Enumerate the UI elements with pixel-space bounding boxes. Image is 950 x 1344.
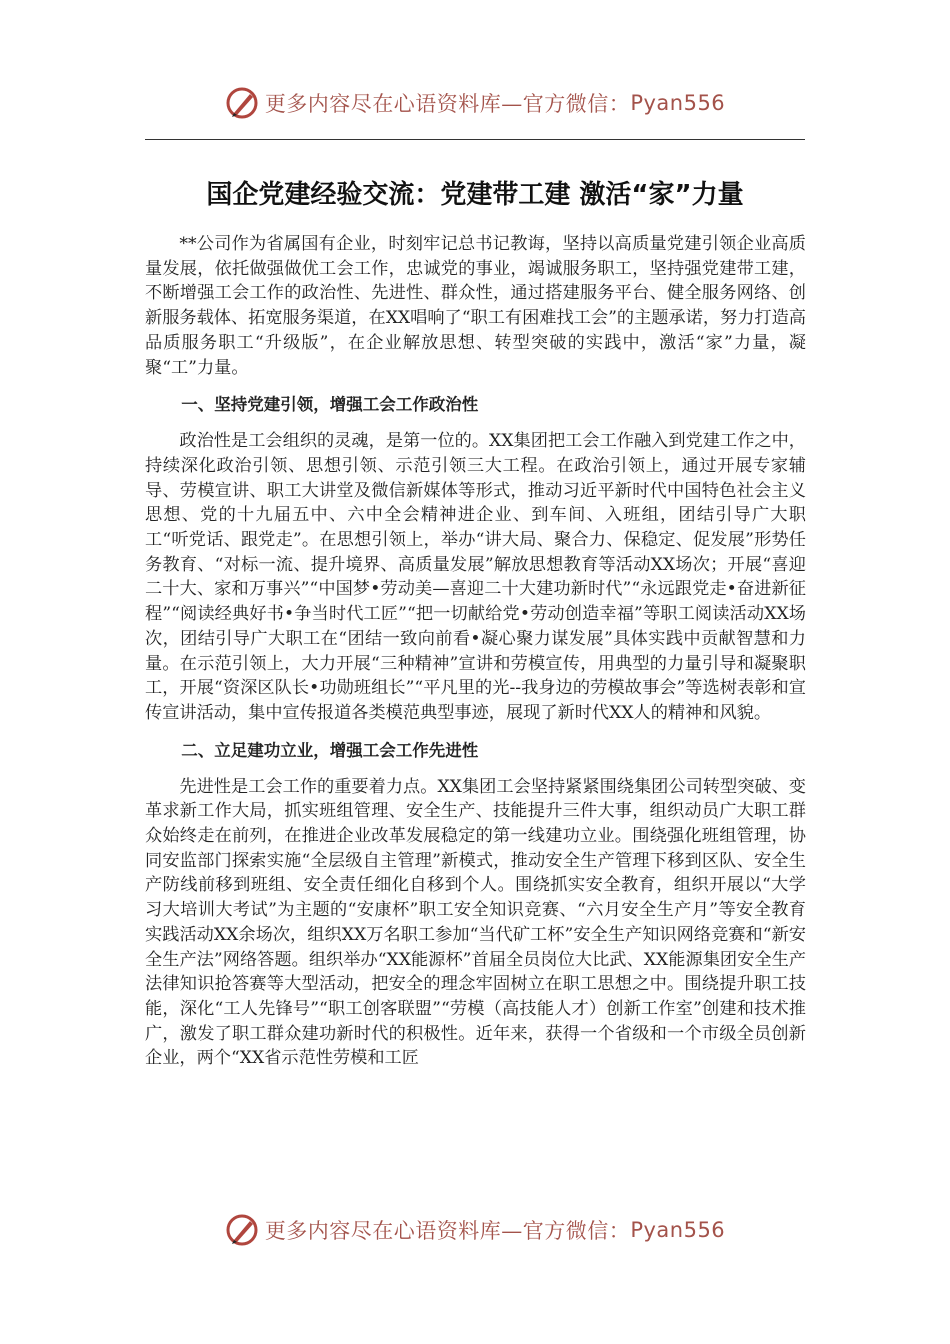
pen-logo-icon <box>225 1213 259 1247</box>
header-rule <box>145 139 805 140</box>
section-1-heading: 一、坚持党建引领，增强工会工作政治性 <box>181 395 479 415</box>
section-1-paragraph: 政治性是工会组织的灵魂，是第一位的。XX集团把工会工作融入到党建工作之中，持续深化政治引领、思想引领、示范引领三大工程。在政治引领上，通过开展专家辅导、劳模宣讲、职工大讲堂及微信新媒体等形式，推动习近平新时代中国特色社会主义思想、党的十九届五中、六中全会精神进企业、到车间、入班组，团结引导广大职工“听党话、跟党走”。在思想引领上，举办“讲大局、聚合力、保稳定、促发展”形势任务教育、“对标一流、提升境界、高质量发展”解放思想教育等活动XX场次；开展“喜迎二十大、家和万事兴”“中国梦•劳动美—喜迎二十大建功新时代”“永远跟党走•奋进新征程”“阅读经典好书•争当时代工匠”“把一切献给党•劳动创造幸福”等职工阅读活动XX场次，团结引导广大职工在“团结一致向前看•凝心聚力谋发展”具体实践中贡献智慧和力量。在示范引领上，大力开展“三种精神”宣讲和劳模宣传，用典型的力量引导和凝聚职工，开展“资深区队长•功勋班组长”“平凡里的光--我身边的劳模故事会”等选树表彰和宣传宣讲活动，集中宣传报道各类模范典型事迹，展现了新时代XX人的精神和风貌。 <box>145 431 806 723</box>
banner-wechat-id: Pyan556 <box>630 1218 726 1242</box>
pen-logo-icon <box>225 86 259 120</box>
document-title: 国企党建经验交流：党建带工建 激活“家”力量 <box>206 180 744 210</box>
footer-watermark-banner <box>0 1207 950 1253</box>
intro-paragraph: **公司作为省属国有企业，时刻牢记总书记教诲，坚持以高质量党建引领企业高质量发展，依托做强做优工会工作，忠诚党的事业，竭诚服务职工，坚持强党建带工建，不断增强工会工作的政治性、先进性、群众性，通过搭建服务平台、健全服务网络、创新服务载体、拓宽服务渠道，在XX唱响了“职工有困难找工会”的主题承诺，努力打造高品质服务职工“升级版”，在企业解放思想、转型突破的实践中，激活“家”力量，凝聚“工”力量。 <box>145 234 806 378</box>
header-watermark-banner <box>0 80 950 126</box>
document-body <box>145 232 806 1071</box>
banner-wechat-id: Pyan556 <box>630 91 726 115</box>
banner-text: 更多内容尽在心语资料库—官方微信： <box>264 1219 631 1243</box>
section-2-heading: 二、立足建功立业，增强工会工作先进性 <box>181 740 479 760</box>
banner-text: 更多内容尽在心语资料库—官方微信： <box>264 92 631 116</box>
section-2-paragraph: 先进性是工会工作的重要着力点。XX集团工会坚持紧紧围绕集团公司转型突破、变革求新工作大局，抓实班组管理、安全生产、技能提升三件大事，组织动员广大职工群众始终走在前列，在推进企业改革发展稳定的第一线建功立业。围绕强化班组管理，协同安监部门探索实施“全层级自主管理”新模式，推动安全生产管理下移到区队、安全生产防线前移到班组、安全责任细化自移到个人。围绕抓实安全教育，组织开展以“大学习大培训大考试”为主题的“安康杯”职工安全知识竞赛、“六月安全生产月”等安全教育实践活动XX余场次，组织XX万名职工参加“当代矿工杯”安全生产知识网络竞赛和“新安全生产法”网络答题。组织举办“XX能源杯”首届全员岗位大比武、XX能源集团安全生产法律知识抢答赛等大型活动，把安全的理念牢固树立在职工思想之中。围绕提升职工技能，深化“工人先锋号”“职工创客联盟”“劳模（高技能人才）创新工作室”创建和技术推广，激发了职工群众建功新时代的积极性。近年来，获得一个省级和一个市级全员创新企业，两个“XX省示范性劳模和工匠 <box>145 776 806 1069</box>
